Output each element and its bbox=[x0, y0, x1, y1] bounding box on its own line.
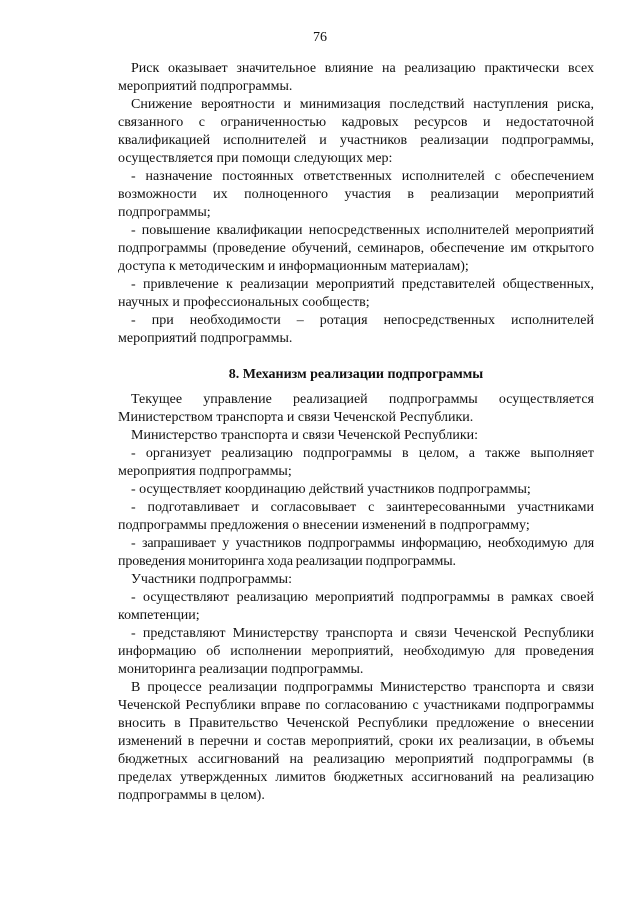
paragraph-ministry-intro: Министерство транспорта и связи Чеченской Республики: bbox=[131, 428, 479, 443]
page-number: 76 bbox=[313, 30, 327, 45]
paragraph-participants-intro: Участники подпрограммы: bbox=[131, 572, 292, 587]
paragraph-change-proposals: В процессе реализации подпрограммы Министерство транспорта и связи Чеченской Республики вправе по согласованию с участниками подпрограммы вносить в Правительство Чеченской Республики предложение о внесении изменений в перечни и состав мероприятий, сроки их реализации, в объемы бюджетных ассигнований на реализацию мероприятий подпрограммы (в пределах утвержденных лимитов бюджетных ассигнований на реализацию подпрограммы в целом). bbox=[118, 680, 594, 803]
list-item-participants-implement: - осуществляют реализацию мероприятий подпрограммы в рамках своей компетенции; bbox=[118, 590, 594, 623]
list-item-organizes: - организует реализацию подпрограммы в целом, а также выполняет мероприятия подпрограммы; bbox=[118, 446, 594, 479]
list-item-coordinates: - осуществляет координацию действий участников подпрограммы; bbox=[131, 482, 531, 497]
list-item-permanent-executors: - назначение постоянных ответственных исполнителей с обеспечением возможности их полноценного участия в реализации мероприятий подпрограммы; bbox=[118, 169, 594, 220]
list-item-prepares-changes: - подготавливает и согласовывает с заинтересованными участниками подпрограммы предложения о внесении изменений в подпрограмму; bbox=[118, 500, 594, 533]
paragraph-current-management: Текущее управление реализацией подпрограммы осуществляется Министерством транспорта и связи Чеченской Республики. bbox=[118, 392, 594, 425]
list-item-participants-report: - представляют Министерству транспорта и связи Чеченской Республики информацию об исполнении мероприятий, необходимую для проведения мониторинга реализации подпрограммы. bbox=[118, 626, 594, 677]
list-item-rotation: - при необходимости – ротация непосредственных исполнителей мероприятий подпрограммы. bbox=[118, 313, 594, 346]
list-item-community-involvement: - привлечение к реализации мероприятий представителей общественных, научных и профессиональных сообществ; bbox=[118, 277, 594, 310]
list-item-requests-info: - запрашивает у участников подпрограммы информацию, необходимую для проведения мониторинга хода реализации подпрограммы. bbox=[118, 536, 594, 569]
section-heading: 8. Механизм реализации подпрограммы bbox=[228, 367, 484, 382]
list-item-qualification: - повышение квалификации непосредственных исполнителей мероприятий подпрограммы (проведение обучений, семинаров, обеспечение им открытого доступа к методическим и информационным материалам); bbox=[118, 223, 594, 274]
document-body bbox=[118, 60, 594, 805]
paragraph-risk-influence: Риск оказывает значительное влияние на реализацию практически всех мероприятий подпрограммы. bbox=[118, 61, 594, 94]
paragraph-risk-mitigation: Снижение вероятности и минимизация последствий наступления риска, связанного с ограниченностью кадровых ресурсов и недостаточной квалификацией исполнителей и участников реализации подпрограммы, осуществляется при помощи следующих мер: bbox=[118, 97, 594, 166]
